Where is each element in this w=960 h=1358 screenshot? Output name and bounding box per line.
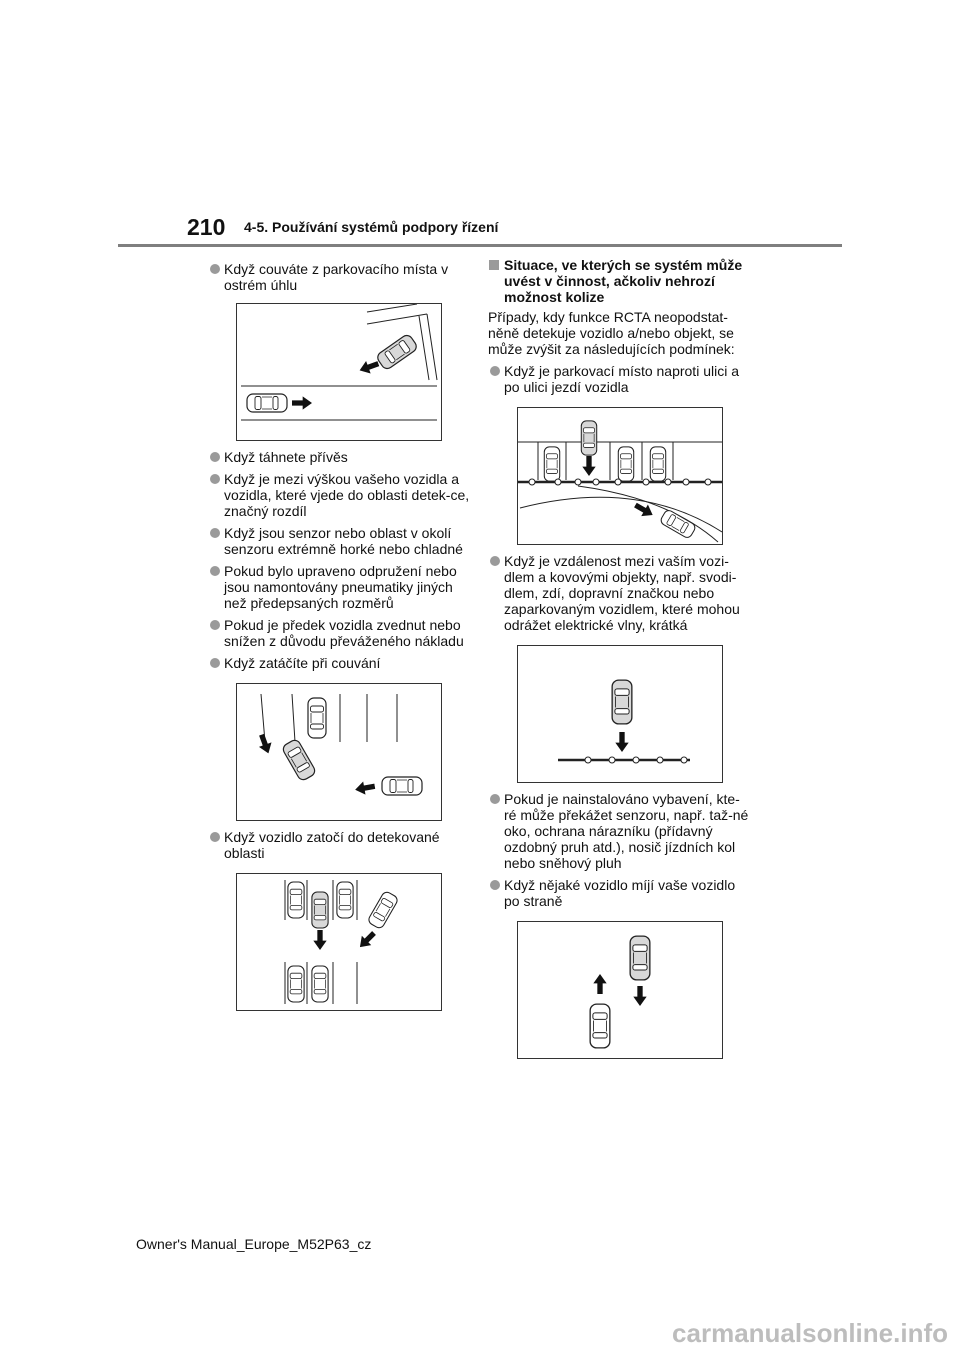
bullet-parking-across-street: Když je parkovací místo naproti ulici a po ulici jezdí vozidla xyxy=(488,363,750,395)
bullet-load-tilt: Pokud je předek vozidla zvednut nebo snížen z důvodu převáženého nákladu xyxy=(208,617,470,649)
bullet-metal-objects: Když je vzdálenost mezi vaším vozi-dlem a kovovými objekty, např. svodi-dlem, zdí, dopravní značkou nebo zaparkovaným vozidlem, které mohou odrážet elektrické vlny, krátká xyxy=(488,553,750,633)
figure-sharp-angle-reverse xyxy=(236,303,442,441)
watermark: carmanualsonline.info xyxy=(672,1318,948,1348)
header-rule xyxy=(118,244,842,247)
bullet-sharp-angle: Když couváte z parkovacího místa v ostrém úhlu xyxy=(208,261,470,293)
footer-manual-id: Owner's Manual_Europe_M52P63_cz xyxy=(136,1236,372,1252)
bullet-turning-reverse: Když zatáčíte při couvání xyxy=(208,655,470,671)
page-number: 210 xyxy=(187,214,226,240)
bullet-turn-into-area: Když vozidlo zatočí do detekované oblasti xyxy=(208,829,470,861)
section-title: 4-5. Používání systémů podpory řízení xyxy=(244,219,499,235)
bullet-sensor-temperature: Když jsou senzor nebo oblast v okolí senzoru extrémně horké nebo chladné xyxy=(208,525,470,557)
figure-parking-across-street xyxy=(517,407,723,545)
heading-false-activation: Situace, ve kterých se systém může uvést v činnost, ačkoliv nehrozí možnost kolize xyxy=(488,257,750,305)
figure-vehicle-passing xyxy=(517,921,723,1059)
intro-paragraph: Případy, kdy funkce RCTA neopodstat-něně detekuje vozidlo a/nebo objekt, se může zvýšit za následujících podmínek: xyxy=(488,309,735,357)
left-column xyxy=(208,255,470,1011)
bullet-trailer: Když táhnete přívěs xyxy=(208,449,470,465)
bullet-suspension-tires: Pokud bylo upraveno odpružení nebo jsou namontovány pneumatiky jiných než předepsaných rozměrů xyxy=(208,563,470,611)
figure-turn-into-area xyxy=(236,873,442,1011)
right-column xyxy=(488,255,750,1059)
bullet-height-difference: Když je mezi výškou vašeho vozidla a vozidla, které vjede do oblasti detek-ce, značný rozdíl xyxy=(208,471,470,519)
bullet-equipment-obstruction: Pokud je nainstalováno vybavení, kte-ré může překážet senzoru, např. taž-né oko, ochrana nárazníku (přídavný ozdobný pruh atd.), nosič jízdních kol nebo sněhový pluh xyxy=(488,791,750,871)
figure-metal-objects xyxy=(517,645,723,783)
bullet-vehicle-passing: Když nějaké vozidlo míjí vaše vozidlo po straně xyxy=(488,877,750,909)
figure-turning-reverse xyxy=(236,683,442,821)
